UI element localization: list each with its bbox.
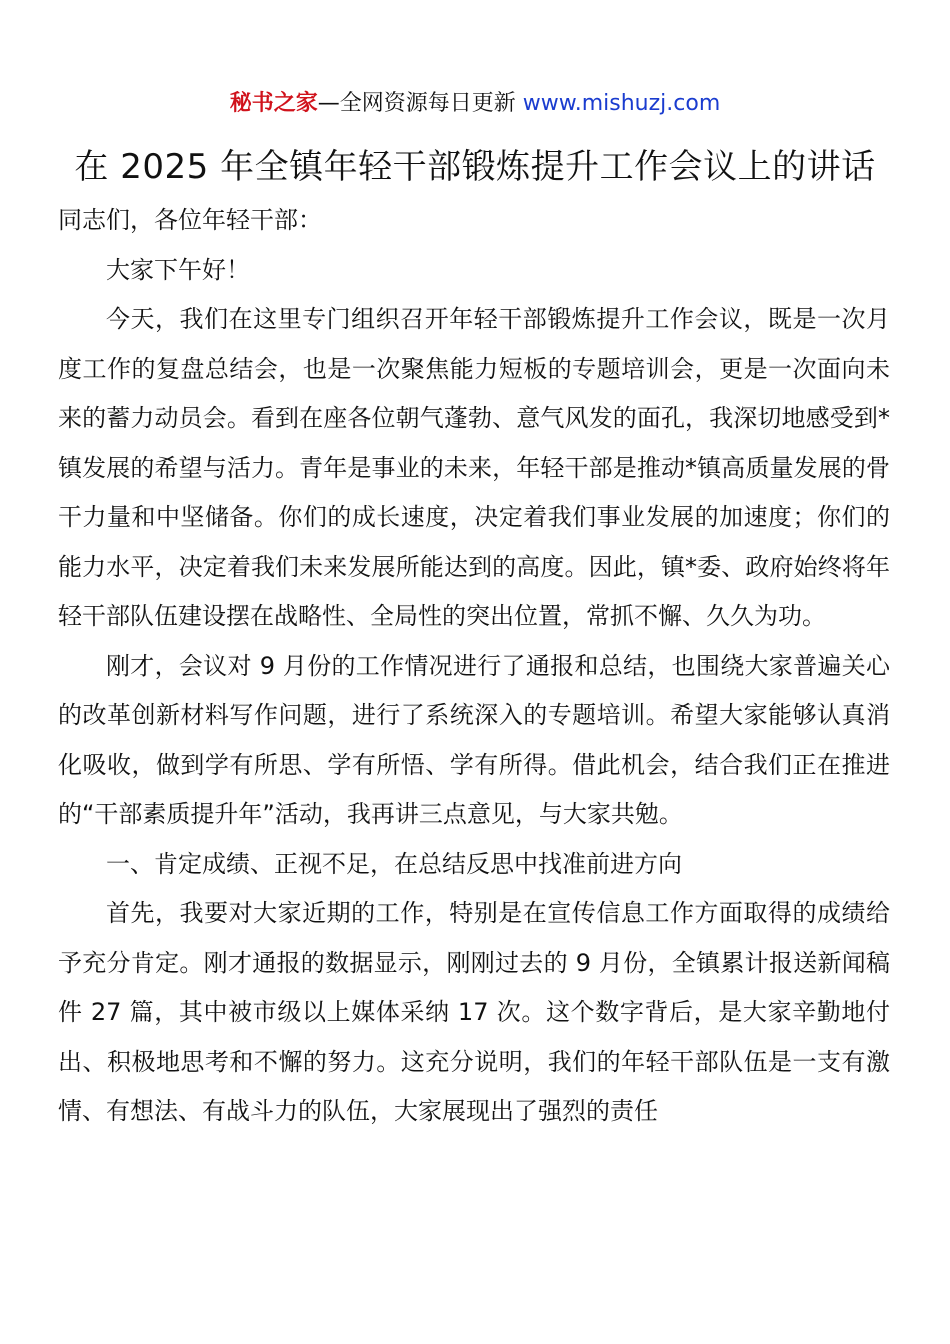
- salutation: 同志们，各位年轻干部：: [58, 206, 322, 234]
- site-url-link[interactable]: www.mishuzj.com: [522, 91, 721, 116]
- paragraph: 今天，我们在这里专门组织召开年轻干部锻炼提升工作会议，既是一次月度工作的复盘总结会，也是一次聚焦能力短板的专题培训会，更是一次面向未来的蓄力动员会。看到在座各位朝气蓬勃、意气风发的面孔，我深切地感受到*镇发展的希望与活力。青年是事业的未来，年轻干部是推动*镇高质量发展的骨干力量和中坚储备。你们的成长速度，决定着我们事业发展的加速度；你们的能力水平，决定着我们未来发展所能达到的高度。因此，镇*委、政府始终将年轻干部队伍建设摆在战略性、全局性的突出位置，常抓不懈、久久为功。: [58, 305, 890, 630]
- document-body: [58, 196, 890, 1137]
- section-heading: 一、肯定成绩、正视不足，在总结反思中找准前进方向: [106, 849, 682, 878]
- paragraph: 首先，我要对大家近期的工作，特别是在宣传信息工作方面取得的成绩给予充分肯定。刚才通报的数据显示，刚刚过去的 9 月份，全镇累计报送新闻稿件 27 篇，其中被市级以上媒体采纳 17 次。这个数字背后，是大家辛勤地付出、积极地思考和不懈的努力。这充分说明，我们的年轻干部队伍是一支有激情、有想法、有战斗力的队伍，大家展现出了强烈的责任: [58, 899, 890, 1125]
- site-header: [0, 88, 950, 120]
- paragraph: 刚才，会议对 9 月份的工作情况进行了通报和总结，也围绕大家普遍关心的改革创新材料写作问题，进行了系统深入的专题培训。希望大家能够认真消化吸收，做到学有所思、学有所悟、学有所得。借此机会，结合我们正在推进的“干部素质提升年”活动，我再讲三点意见，与大家共勉。: [58, 651, 890, 828]
- site-slogan: —全网资源每日更新: [317, 91, 523, 116]
- document-title: 在 2025 年全镇年轻干部锻炼提升工作会议上的讲话: [74, 147, 876, 187]
- site-name: 秘书之家: [229, 91, 318, 116]
- greeting: 大家下午好！: [106, 255, 250, 284]
